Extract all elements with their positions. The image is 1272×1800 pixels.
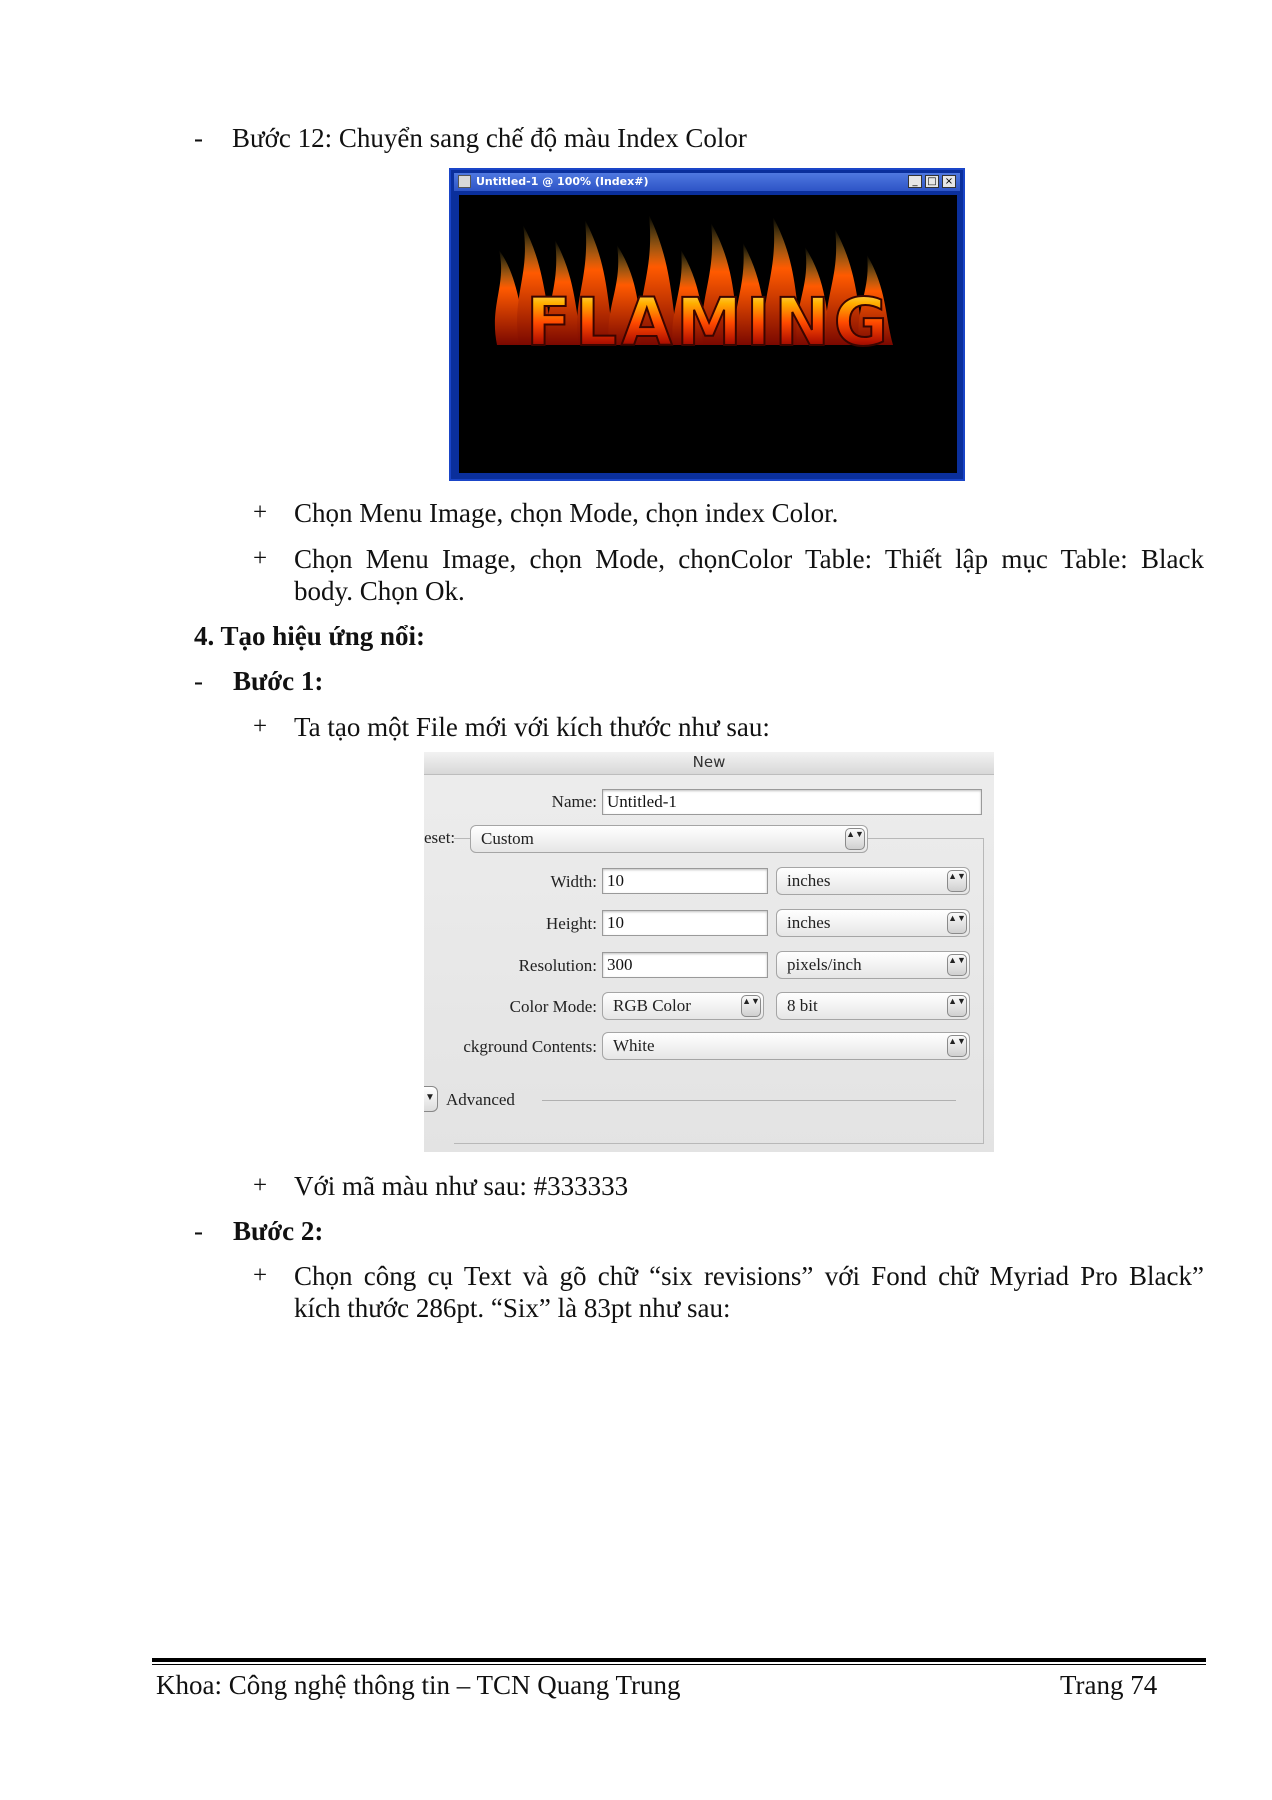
page-number: Trang 74 (1060, 1670, 1158, 1700)
document-canvas (459, 195, 957, 473)
bullet-text: Ta tạo một File mới với kích thước như sau: (294, 712, 770, 742)
resolution-field[interactable]: 300 (602, 952, 768, 978)
background-contents-label: ckground Contents: (463, 1037, 597, 1056)
bullet-text: Chọn Menu Image, chọn Mode, chọn index Color. (294, 498, 839, 528)
list-dash: - (194, 123, 203, 153)
bullet-plus: + (253, 499, 268, 526)
color-mode-label: Color Mode: (509, 997, 597, 1016)
width-unit-select[interactable] (776, 867, 970, 895)
bullet-text-line2: kích thước 286pt. “Six” là 83pt như sau: (294, 1293, 731, 1323)
window-title-bar (454, 173, 960, 191)
height-field[interactable]: 10 (602, 910, 768, 936)
section-heading: 4. Tạo hiệu ứng nổi: (194, 621, 426, 651)
flaming-text-artwork (459, 195, 957, 473)
chevron-updown-icon: ▲▼ (947, 912, 967, 934)
bullet-text-line1: Chọn công cụ Text và gõ chữ “six revisions” với Fond chữ Myriad Pro Black” (294, 1261, 1204, 1291)
advanced-disclosure-button[interactable] (424, 1086, 438, 1112)
color-mode-value: RGB Color (613, 996, 691, 1015)
photoshop-document-window (449, 168, 965, 481)
preset-select[interactable] (470, 825, 868, 853)
name-label: Name: (551, 792, 597, 811)
height-unit-select[interactable] (776, 909, 970, 937)
artwork-text: FLAMING (526, 284, 892, 361)
name-field[interactable]: Untitled-1 (602, 789, 982, 815)
preset-label: eset: (424, 828, 456, 847)
width-label: Width: (550, 872, 597, 891)
advanced-label: Advanced (446, 1090, 515, 1109)
footer-rule-thick (152, 1658, 1206, 1662)
resolution-unit-value: pixels/inch (787, 955, 862, 974)
resolution-label: Resolution: (518, 956, 597, 975)
resolution-unit-select[interactable] (776, 951, 970, 979)
footer-rule-thin (152, 1664, 1206, 1665)
list-dash: - (194, 666, 203, 696)
chevron-updown-icon: ▲▼ (947, 1035, 967, 1057)
bullet-plus: + (253, 1172, 268, 1199)
chevron-updown-icon: ▲▼ (741, 995, 761, 1017)
background-contents-select[interactable] (602, 1032, 970, 1060)
bullet-text-line1: Chọn Menu Image, chọn Mode, chọnColor Table: Thiết lập mục Table: Black (294, 544, 1204, 574)
width-unit-value: inches (787, 871, 831, 890)
bullet-plus: + (253, 545, 268, 572)
step2-heading: Bước 2: (233, 1216, 324, 1246)
step12-heading: Bước 12: Chuyển sang chế độ màu Index Color (232, 123, 747, 153)
chevron-updown-icon: ▲▼ (845, 828, 865, 850)
advanced-divider (542, 1100, 956, 1101)
list-dash: - (194, 1216, 203, 1246)
bullet-plus: + (253, 713, 268, 740)
bit-depth-value: 8 bit (787, 996, 818, 1015)
close-button[interactable]: × (942, 175, 956, 188)
maximize-button[interactable]: □ (925, 175, 939, 188)
background-contents-value: White (613, 1036, 655, 1055)
step1-heading: Bước 1: (233, 666, 324, 696)
dialog-title: New (424, 752, 994, 775)
chevron-updown-icon: ▲▼ (947, 954, 967, 976)
bit-depth-select[interactable] (776, 992, 970, 1020)
bullet-plus: + (253, 1262, 268, 1289)
bullet-text-line2: body. Chọn Ok. (294, 576, 465, 606)
bullet-text: Với mã màu như sau: #333333 (294, 1171, 629, 1201)
app-icon (458, 175, 471, 188)
height-label: Height: (546, 914, 597, 933)
minimize-button[interactable]: _ (908, 175, 922, 188)
chevron-updown-icon: ▲▼ (947, 995, 967, 1017)
width-field[interactable]: 10 (602, 868, 768, 894)
disclosure-triangle-icon: ▼ (425, 1092, 435, 1103)
preset-value: Custom (481, 829, 534, 848)
color-mode-select[interactable] (602, 992, 764, 1020)
chevron-updown-icon: ▲▼ (947, 870, 967, 892)
window-title: Untitled-1 @ 100% (Index#) (476, 175, 649, 188)
height-unit-value: inches (787, 913, 831, 932)
footer-left: Khoa: Công nghệ thông tin – TCN Quang Trung (156, 1670, 681, 1700)
